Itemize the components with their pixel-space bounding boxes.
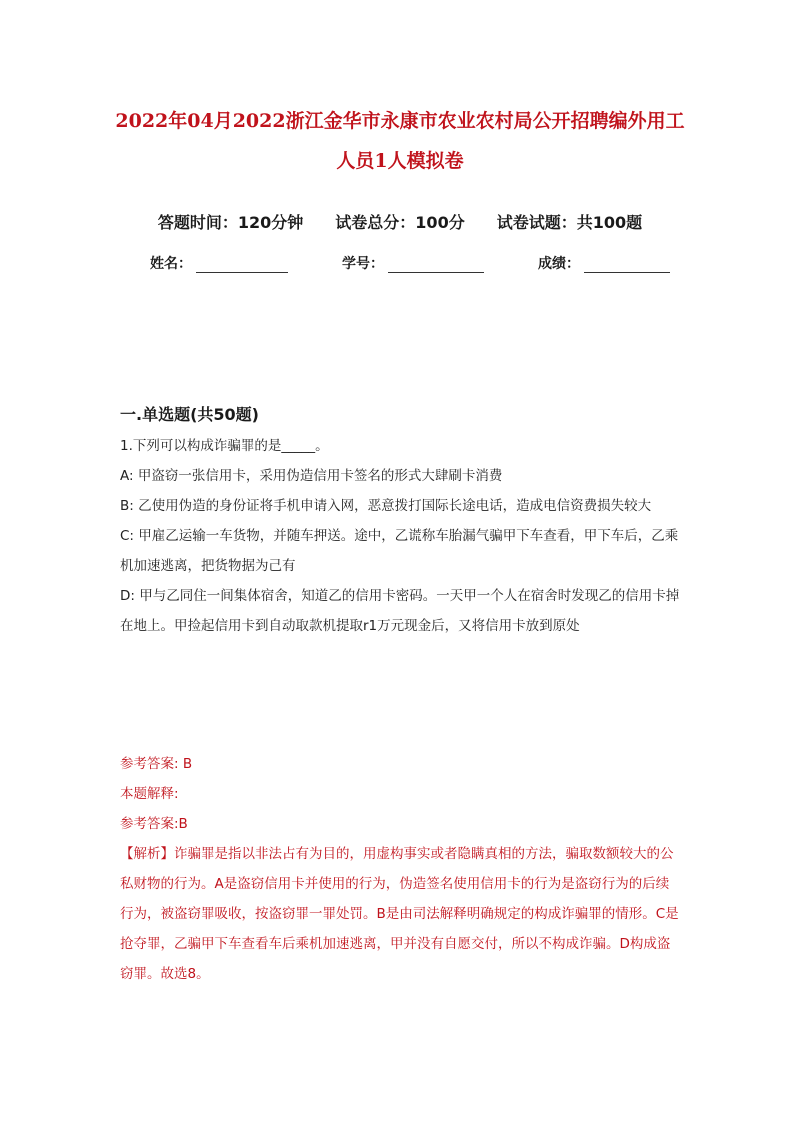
option-c: C: 甲雇乙运输一车货物，并随车押送。途中，乙谎称车胎漏气骗甲下车查看，甲下车后，乙乘机加速逃离，把货物据为己有 — [120, 528, 679, 574]
exam-time: 答题时间：120分钟 — [157, 213, 304, 232]
option-d: D: 甲与乙同住一间集体宿舍，知道乙的信用卡密码。一天甲一个人在宿舍时发现乙的信用卡掉在地上。甲捡起信用卡到自动取款机提取r1万元现金后，又将信用卡放到原处 — [120, 588, 680, 634]
option-b: B: 乙使用伪造的身份证将手机申请入网，恶意拨打国际长途电话，造成电信资费损失较大 — [120, 498, 652, 514]
student-fields — [150, 253, 670, 273]
section-heading: 一.单选题(共50题) — [120, 405, 259, 424]
explanation-label: 本题解释: — [120, 786, 179, 802]
exam-question-count: 试卷试题：共100题 — [496, 213, 643, 232]
name-label: 姓名： — [150, 256, 192, 272]
question-block — [120, 431, 680, 641]
exam-title-line1: 2022年04月2022浙江金华市永康市农业农村局公开招聘编外用工 — [115, 110, 685, 132]
score-blank[interactable] — [584, 256, 670, 273]
score-label: 成绩： — [538, 256, 580, 272]
name-blank[interactable] — [196, 256, 288, 273]
id-blank[interactable] — [388, 256, 484, 273]
question-stem: 1.下列可以构成诈骗罪的是_____。 — [120, 438, 329, 454]
reference-answer-2: 参考答案:B — [120, 816, 188, 832]
id-label: 学号： — [342, 256, 384, 272]
score-field — [538, 253, 670, 273]
exam-title-line2: 人员1人模拟卷 — [336, 150, 464, 172]
analysis-text: 【解析】诈骗罪是指以非法占有为目的，用虚构事实或者隐瞒真相的方法，骗取数额较大的公私财物的行为。A是盗窃信用卡并使用的行为，伪造签名使用信用卡的行为是盗窃行为的后续行为，被盗窃罪吸收，按盗窃罪一罪处罚。B是由司法解释明确规定的构成诈骗罪的情形。C是抢夺罪，乙骗甲下车查看车后乘机加速逃离，甲并没有自愿交付，所以不构成诈骗。D构成盗窃罪。故选8。 — [120, 846, 679, 982]
exam-meta — [0, 210, 800, 233]
option-a: A: 甲盗窃一张信用卡，采用伪造信用卡签名的形式大肆刷卡消费 — [120, 468, 503, 484]
name-field — [150, 253, 288, 273]
reference-answer-1: 参考答案: B — [120, 756, 193, 772]
exam-total-score: 试卷总分：100分 — [335, 213, 465, 232]
answer-block — [120, 749, 680, 989]
id-field — [342, 253, 484, 273]
